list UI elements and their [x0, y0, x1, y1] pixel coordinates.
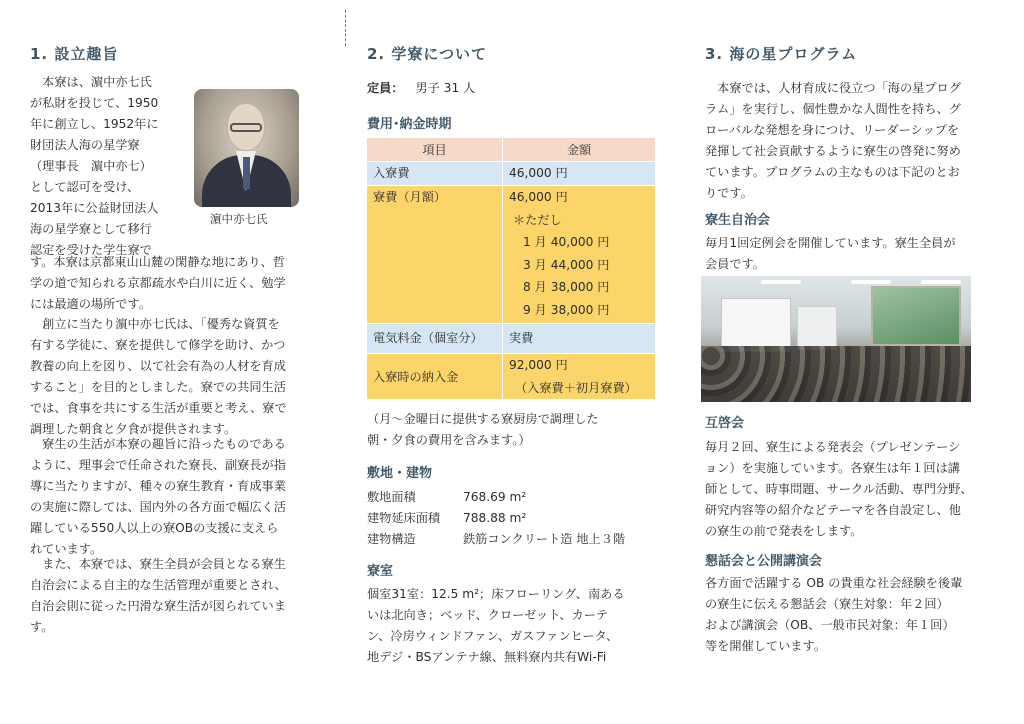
text-line: が私財を投じて、1950 — [30, 96, 159, 110]
section-heading-program: 3. 海の星プログラム — [705, 45, 858, 63]
text-line: いは北向き；ベッド、クローゼット、カーテ — [367, 608, 609, 622]
capacity-label: 定員： — [367, 81, 404, 95]
jichikai-text — [705, 233, 995, 275]
text-line: れています。 — [30, 542, 103, 556]
text-line: ように、理事会で任命された寮長、副寮長が指 — [30, 458, 286, 472]
capacity-value: 男子 31 人 — [415, 81, 476, 95]
founder-portrait-photo — [194, 89, 299, 207]
text-line: および講演会（OB、一般市民対象：年１回） — [705, 618, 955, 632]
text-line: 各方面で活躍する OB の貴重な社会経験を後輩 — [705, 576, 963, 590]
text-line: の寮生に伝える懇話会（寮生対象：年２回） — [705, 597, 949, 611]
site-row — [367, 508, 667, 529]
text-line: す。本寮は京都東山山麓の閑静な地にあり、哲 — [30, 255, 285, 269]
room-heading: 寮室 — [367, 564, 394, 579]
fee-amount-line: 9 月 38,000 円 — [523, 302, 610, 317]
text-line: 学の道で知られる京都疏水や白川に近く、勉学 — [30, 276, 286, 290]
section-heading-founding: 1. 設立趣旨 — [30, 45, 119, 63]
fee-amount-line: 1 月 40,000 円 — [523, 235, 610, 249]
text-line: 自治会による自主的な生活管理が重要とされ、 — [30, 578, 287, 592]
text-line: また、本寮では、寮生全員が会員となる寮生 — [30, 557, 286, 571]
section-heading-dormitory: 2. 学寮について — [367, 45, 488, 63]
text-line: （月～金曜日に提供する寮厨房で調理した — [367, 412, 599, 426]
text-line: ラム」を実行し、個性豊かな人間性を持ち、グ — [705, 102, 961, 116]
text-line: 海の星学寮として移行 — [30, 222, 152, 236]
table-row — [367, 162, 656, 186]
text-line: 朝・夕食の費用を含みます。） — [367, 433, 531, 447]
fee-amount-breakdown — [503, 354, 656, 400]
text-line: すること」を目的としました。寮での共同生活 — [30, 380, 286, 394]
text-line: す。 — [30, 620, 54, 634]
table-row — [367, 354, 656, 400]
kondan-text — [705, 573, 995, 657]
kondan-heading: 懇話会と公開講演会 — [705, 554, 823, 569]
text-line: 発揮して社会貢献するように寮生の啓発に努め — [705, 144, 961, 158]
fee-note — [367, 409, 657, 451]
fee-amount-line: 92,000 円 — [509, 358, 568, 372]
founding-wrap-text — [30, 72, 190, 261]
text-line: りです。 — [705, 186, 753, 200]
table-row — [367, 324, 656, 354]
text-line: 調理した朝食と夕食が提供されます。 — [30, 422, 237, 436]
text-line: 躍している550人以上の寮OBの支援に支えら — [30, 521, 279, 535]
fee-amount-line: 46,000 円 — [509, 190, 568, 204]
fee-amount: 46,000 円 — [503, 162, 656, 186]
capacity-line — [367, 78, 475, 99]
text-line: 会員です。 — [705, 257, 765, 271]
table-header-amount: 金額 — [503, 138, 656, 162]
site-value: 768.69 m² — [463, 490, 527, 504]
text-line: 導に当たりますが、種々の寮生教育・育成事業 — [30, 479, 286, 493]
room-description — [367, 584, 667, 668]
founding-paragraph-4 — [30, 554, 330, 638]
table-header-row — [367, 138, 656, 162]
site-label: 建物構造 — [367, 532, 416, 546]
fee-item: 寮費（月額） — [367, 186, 503, 324]
fee-item: 電気料金（個室分） — [367, 324, 503, 354]
site-row — [367, 529, 667, 550]
text-line: ローバルな発想を身につけ、リーダーシップを — [705, 123, 960, 137]
text-line: 地デジ・BSアンテナ線、無料寮内共有Wi-Fi — [367, 650, 607, 664]
text-line: 創立に当たり濵中亦七氏は、「優秀な資質を — [30, 317, 280, 331]
fee-item: 入寮時の納入金 — [367, 354, 503, 400]
site-value: 788.88 m² — [463, 511, 527, 525]
fee-amount-line: 3 月 44,000 円 — [523, 257, 610, 272]
text-line: 毎月1回定例会を開催しています。寮生全員が — [705, 236, 956, 250]
fee-item: 入寮費 — [367, 162, 503, 186]
fee-amount-line: ＊ただし — [513, 212, 562, 227]
text-line: として認可を受け、 — [30, 180, 140, 194]
site-table — [367, 487, 667, 550]
fees-heading: 費用･納金時期 — [367, 117, 452, 132]
text-line: ン、冷房ウィンドファン、ガスファンヒータ、 — [367, 629, 619, 643]
text-line: 寮生の生活が本寮の趣旨に沿ったものである — [30, 437, 286, 451]
text-line: 師として、時事問題、サークル活動、専門分野、 — [705, 482, 973, 496]
table-header-item: 項目 — [367, 138, 503, 162]
text-line: 等を開催しています。 — [705, 639, 826, 653]
site-heading: 敷地・建物 — [367, 466, 433, 481]
table-row — [367, 186, 656, 324]
site-label: 建物延床面積 — [367, 511, 441, 525]
gokeikai-text — [705, 437, 995, 542]
text-line: 2013年に公益財団法人 — [30, 201, 159, 215]
fee-amount: 実費 — [503, 324, 656, 354]
text-line: の寮生の前で発表をします。 — [705, 524, 863, 538]
fold-marker — [345, 10, 346, 46]
text-line: 教養の向上を図り、以て社会有為の人材を育成 — [30, 359, 286, 373]
fee-amount-breakdown — [503, 186, 656, 324]
text-line: 本寮は、濵中亦七氏 — [30, 75, 152, 89]
founding-paragraph-2 — [30, 314, 330, 440]
text-line: 自治会則に従った円滑な寮生活が図られていま — [30, 599, 286, 613]
program-intro — [705, 78, 995, 204]
founding-paragraph-3 — [30, 434, 330, 560]
text-line: 個室31室：12.5 m²；床フローリング、南ある — [367, 587, 625, 601]
fee-amount-line: （入寮費＋初月寮費） — [515, 380, 637, 395]
founding-paragraph-1 — [30, 252, 330, 315]
text-line: 認定を受けた学生寮で — [30, 243, 152, 257]
fee-table — [366, 137, 656, 400]
text-line: 毎月２回、寮生による発表会（プレゼンテーシ — [705, 440, 961, 454]
text-line: では、食事を共にする生活が重要と考え、寮で — [30, 401, 287, 415]
site-value: 鉄筋コンクリート造 地上３階 — [463, 532, 626, 546]
meeting-photo — [701, 276, 971, 402]
text-line: （理事長 濵中亦七） — [30, 159, 152, 173]
gokeikai-heading: 互啓会 — [705, 416, 745, 431]
text-line: には最適の場所です。 — [30, 297, 151, 311]
text-line: の実施に際しては、国内外の各方面で幅広く活 — [30, 500, 286, 514]
text-line: ョン）を実施しています。各寮生は年１回は講 — [705, 461, 960, 475]
site-label: 敷地面積 — [367, 490, 416, 504]
jichikai-heading: 寮生自治会 — [705, 213, 771, 228]
text-line: ています。プログラムの主なものは下記のとお — [705, 165, 960, 179]
text-line: 研究内容等の紹介などテーマを各自設定し、他 — [705, 503, 961, 517]
fee-amount-line: 8 月 38,000 円 — [523, 280, 610, 294]
site-row — [367, 487, 667, 508]
photo-caption: 濵中亦七氏 — [210, 212, 268, 226]
text-line: 年に創立し、1952年に — [30, 117, 159, 131]
text-line: 本寮では、人材育成に役立つ「海の星プログ — [705, 81, 961, 95]
text-line: 財団法人海の星学寮 — [30, 138, 140, 152]
text-line: 有する学徒に、寮を提供して修学を助け、かつ — [30, 338, 286, 352]
